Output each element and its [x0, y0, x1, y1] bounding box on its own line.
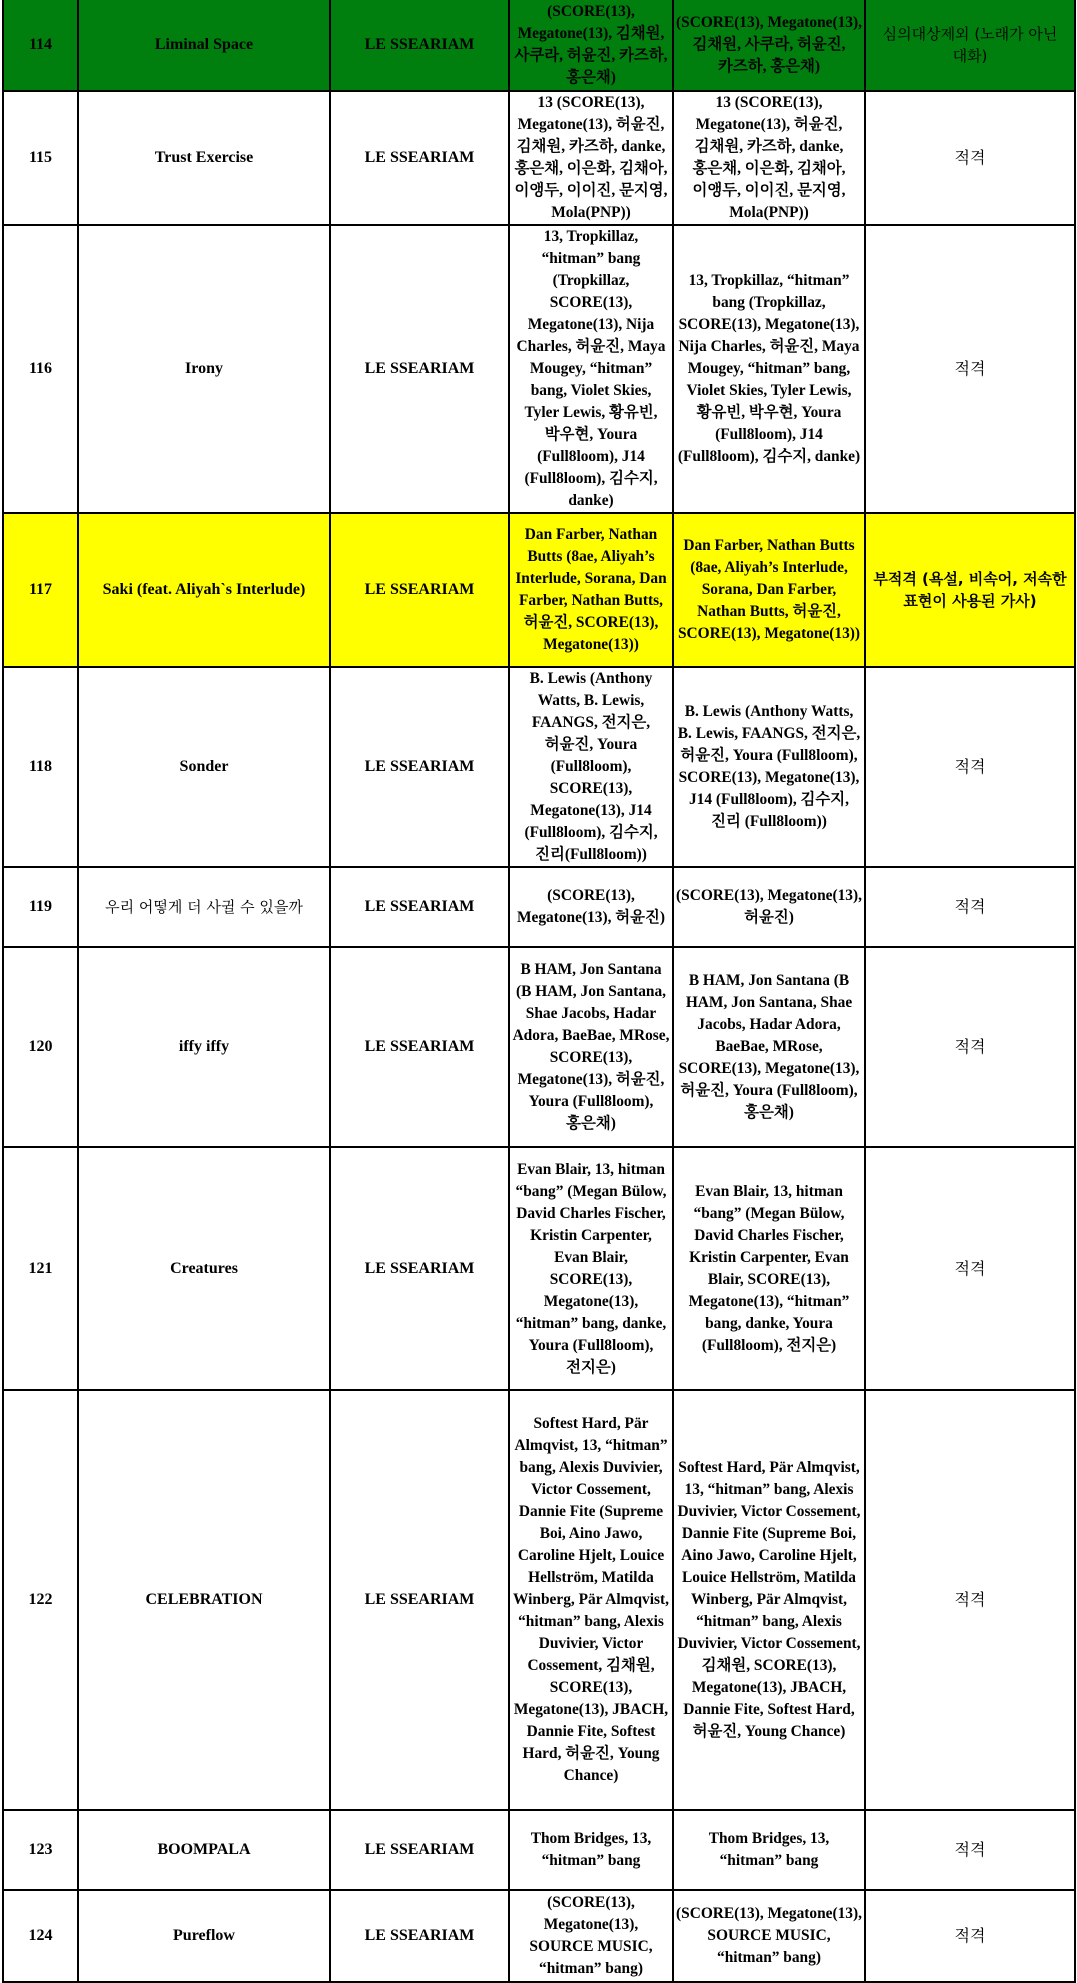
lyricist-cell: (SCORE(13), Megatone(13), 김채원, 사쿠라, 허윤진, 카즈하, 홍은채): [509, 0, 673, 91]
table-row: [3, 1810, 1075, 1890]
composer-cell: (SCORE(13), Megatone(13), SOURCE MUSIC, “hitman” bang): [673, 1890, 865, 1982]
track-number-cell: 114: [3, 0, 78, 91]
track-title-cell: CELEBRATION: [78, 1390, 330, 1810]
composer-cell: Thom Bridges, 13, “hitman” bang: [673, 1810, 865, 1890]
track-title-cell: Sonder: [78, 667, 330, 867]
track-title-cell: 우리 어떻게 더 사귈 수 있을까: [78, 867, 330, 947]
table-row: [3, 947, 1075, 1147]
review-result-cell: 적격: [865, 1390, 1075, 1810]
artist-cell: LE SSEARIAM: [330, 513, 509, 667]
review-result-cell: 부적격 (욕설, 비속어, 저속한 표현이 사용된 가사): [865, 513, 1075, 667]
table-row: [3, 225, 1075, 513]
track-title-cell: Pureflow: [78, 1890, 330, 1982]
track-number-cell: 122: [3, 1390, 78, 1810]
track-title-cell: BOOMPALA: [78, 1810, 330, 1890]
track-title-cell: Irony: [78, 225, 330, 513]
lyricist-cell: Evan Blair, 13, hitman “bang” (Megan Bülow, David Charles Fischer, Kristin Carpenter, Evan Blair, SCORE(13), Megatone(13), “hitman” bang, danke, Youra (Full8loom), 전지은): [509, 1147, 673, 1390]
track-number-cell: 118: [3, 667, 78, 867]
review-result-cell: 적격: [865, 947, 1075, 1147]
table-body: [3, 0, 1075, 1982]
artist-cell: LE SSEARIAM: [330, 0, 509, 91]
artist-cell: LE SSEARIAM: [330, 867, 509, 947]
composer-cell: B HAM, Jon Santana (B HAM, Jon Santana, Shae Jacobs, Hadar Adora, BaeBae, MRose, SCORE(13), Megatone(13), 허윤진, Youra (Full8loom), 홍은채): [673, 947, 865, 1147]
table-row: [3, 1147, 1075, 1390]
track-number-cell: 117: [3, 513, 78, 667]
track-number-cell: 123: [3, 1810, 78, 1890]
composer-cell: Softest Hard, Pär Almqvist, 13, “hitman” bang, Alexis Duvivier, Victor Cossement, Dannie Fite (Supreme Boi, Aino Jawo, Caroline Hjelt, Louice Hellström, Matilda Winberg, Pär Almqvist, “hitman” bang, Alexis Duvivier, Victor Cossement, 김채원, SCORE(13), Megatone(13), JBACH, Dannie Fite, Softest Hard, 허윤진, Young Chance): [673, 1390, 865, 1810]
composer-cell: 13, Tropkillaz, “hitman” bang (Tropkillaz, SCORE(13), Megatone(13), Nija Charles, 허윤진, Maya Mougey, “hitman” bang, Violet Skies, Tyler Lewis, 황유빈, 박우현, Youra (Full8loom), J14 (Full8loom), 김수지, danke): [673, 225, 865, 513]
track-number-cell: 119: [3, 867, 78, 947]
lyricist-cell: (SCORE(13), Megatone(13), SOURCE MUSIC, “hitman” bang): [509, 1890, 673, 1982]
review-result-cell: 적격: [865, 667, 1075, 867]
table-row: [3, 0, 1075, 91]
artist-cell: LE SSEARIAM: [330, 1890, 509, 1982]
track-number-cell: 124: [3, 1890, 78, 1982]
track-title-cell: Trust Exercise: [78, 91, 330, 225]
review-result-cell: 적격: [865, 1810, 1075, 1890]
track-title-cell: Liminal Space: [78, 0, 330, 91]
track-title-cell: Saki (feat. Aliyah`s Interlude): [78, 513, 330, 667]
track-number-cell: 115: [3, 91, 78, 225]
lyricist-cell: Thom Bridges, 13, “hitman” bang: [509, 1810, 673, 1890]
artist-cell: LE SSEARIAM: [330, 1810, 509, 1890]
artist-cell: LE SSEARIAM: [330, 91, 509, 225]
track-number-cell: 116: [3, 225, 78, 513]
table-row: [3, 1390, 1075, 1810]
review-result-cell: 적격: [865, 225, 1075, 513]
review-result-cell: 적격: [865, 867, 1075, 947]
track-title-cell: iffy iffy: [78, 947, 330, 1147]
review-result-cell: 적격: [865, 91, 1075, 225]
track-title-cell: Creatures: [78, 1147, 330, 1390]
review-result-cell: 심의대상제외 (노래가 아닌 대화): [865, 0, 1075, 91]
lyricist-cell: (SCORE(13), Megatone(13), 허윤진): [509, 867, 673, 947]
artist-cell: LE SSEARIAM: [330, 1147, 509, 1390]
artist-cell: LE SSEARIAM: [330, 225, 509, 513]
lyricist-cell: B HAM, Jon Santana (B HAM, Jon Santana, Shae Jacobs, Hadar Adora, BaeBae, MRose, SCORE(13), Megatone(13), 허윤진, Youra (Full8loom), 홍은채): [509, 947, 673, 1147]
composer-cell: (SCORE(13), Megatone(13), 허윤진): [673, 867, 865, 947]
composer-cell: 13 (SCORE(13), Megatone(13), 허윤진, 김채원, 카즈하, danke, 홍은채, 이은화, 김채아, 이앵두, 이이진, 문지영, Mola(PNP)): [673, 91, 865, 225]
artist-cell: LE SSEARIAM: [330, 1390, 509, 1810]
track-number-cell: 121: [3, 1147, 78, 1390]
composer-cell: (SCORE(13), Megatone(13), 김채원, 사쿠라, 허윤진, 카즈하, 홍은채): [673, 0, 865, 91]
table-row: [3, 513, 1075, 667]
review-results-table: [2, 0, 1076, 1983]
table-row: [3, 667, 1075, 867]
artist-cell: LE SSEARIAM: [330, 667, 509, 867]
composer-cell: Evan Blair, 13, hitman “bang” (Megan Bülow, David Charles Fischer, Kristin Carpenter, Evan Blair, SCORE(13), Megatone(13), “hitman” bang, danke, Youra (Full8loom), 전지은): [673, 1147, 865, 1390]
composer-cell: Dan Farber, Nathan Butts (8ae, Aliyah’s Interlude, Sorana, Dan Farber, Nathan Butts, 허윤진, SCORE(13), Megatone(13)): [673, 513, 865, 667]
artist-cell: LE SSEARIAM: [330, 947, 509, 1147]
track-number-cell: 120: [3, 947, 78, 1147]
review-result-cell: 적격: [865, 1890, 1075, 1982]
table-row: [3, 91, 1075, 225]
review-result-cell: 적격: [865, 1147, 1075, 1390]
lyricist-cell: Softest Hard, Pär Almqvist, 13, “hitman” bang, Alexis Duvivier, Victor Cossement, Dannie Fite (Supreme Boi, Aino Jawo, Caroline Hjelt, Louice Hellström, Matilda Winberg, Pär Almqvist, “hitman” bang, Alexis Duvivier, Victor Cossement, 김채원, SCORE(13), Megatone(13), JBACH, Dannie Fite, Softest Hard, 허윤진, Young Chance): [509, 1390, 673, 1810]
lyricist-cell: B. Lewis (Anthony Watts, B. Lewis, FAANGS, 전지은, 허윤진, Youra (Full8loom), SCORE(13), Megatone(13), J14 (Full8loom), 김수지, 진리(Full8loom)): [509, 667, 673, 867]
lyricist-cell: 13 (SCORE(13), Megatone(13), 허윤진, 김채원, 카즈하, danke, 홍은채, 이은화, 김채아, 이앵두, 이이진, 문지영, Mola(PNP)): [509, 91, 673, 225]
lyricist-cell: Dan Farber, Nathan Butts (8ae, Aliyah’s Interlude, Sorana, Dan Farber, Nathan Butts, 허윤진, SCORE(13), Megatone(13)): [509, 513, 673, 667]
lyricist-cell: 13, Tropkillaz, “hitman” bang (Tropkillaz, SCORE(13), Megatone(13), Nija Charles, 허윤진, Maya Mougey, “hitman” bang, Violet Skies, Tyler Lewis, 황유빈, 박우현, Youra (Full8loom), J14 (Full8loom), 김수지, danke): [509, 225, 673, 513]
table-row: [3, 1890, 1075, 1982]
composer-cell: B. Lewis (Anthony Watts, B. Lewis, FAANGS, 전지은, 허윤진, Youra (Full8loom), SCORE(13), Megatone(13), J14 (Full8loom), 김수지, 진리 (Full8loom)): [673, 667, 865, 867]
table-row: [3, 867, 1075, 947]
